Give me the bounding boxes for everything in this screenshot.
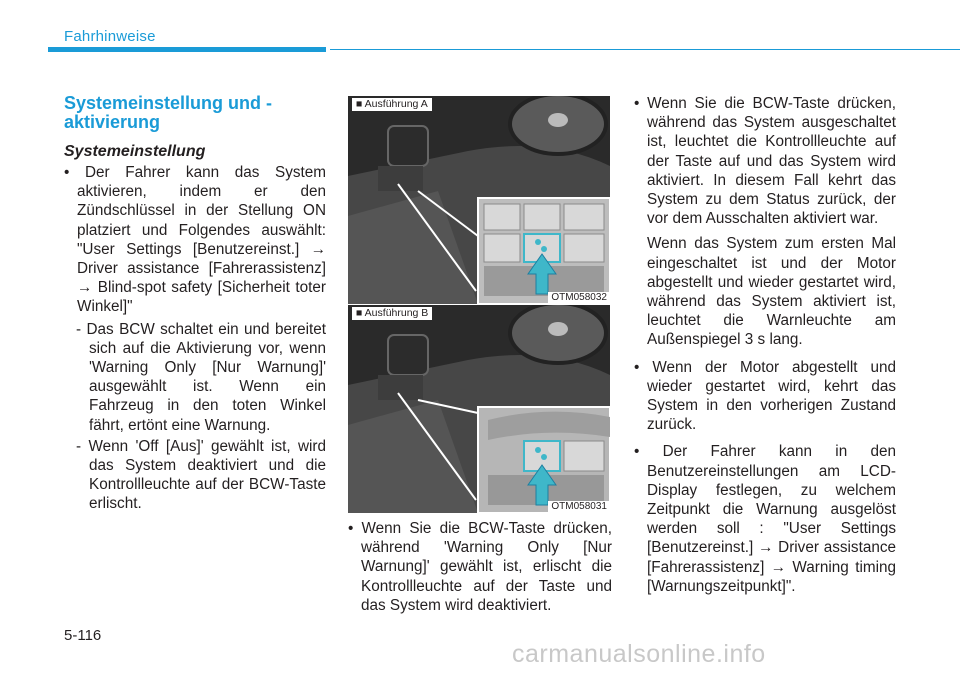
figure-code: OTM058032 (548, 292, 610, 304)
section-header: Fahrhinweise (64, 28, 156, 45)
bullet-continuation: Wenn das System zum ersten Mal eingeschaltet ist und der Motor abgestellt und wieder gestartet wird, während das System aktiviert ist, leuchtet die Warnleuchte am Außenspiegel 3 s lang. (647, 235, 896, 349)
figure-b (348, 305, 610, 513)
subsection-title: Systemeinstellung (64, 143, 206, 160)
dash-item: - Das BCW schaltet ein und bereitet sich auf die Aktivierung vor, wenn 'Warning Only [Nur Warnung]' ausgewählt ist. Wenn ein Fahrzeug in den toten Winkel fährt, ertönt eine Warnung. (76, 320, 326, 434)
bullet-item: • Wenn der Motor abgestellt und wieder gestartet wird, kehrt das System in den vorherigen Zustand zurück. (634, 358, 896, 434)
figure-code: OTM058031 (548, 501, 610, 513)
bullet-item: • Wenn Sie die BCW-Taste drücken, während das System ausgeschaltet ist, leuchtet die Kontrollleuchte auf der Taste auf und das System wird aktiviert. In diesem Fall kehrt das System zu dem Status zurück, der vor dem Ausschalten aktiviert war. (634, 95, 896, 228)
dash-item: - Wenn 'Off [Aus]' gewählt ist, wird das System deaktiviert und die Kontrollleuchte auf der BCW-Taste erlischt. (76, 437, 326, 513)
figure-variant-label: ■ Ausführung A (352, 98, 432, 111)
watermark: carmanualsonline.info (512, 640, 766, 668)
dashboard-illustration (348, 96, 610, 304)
dashboard-illustration (348, 305, 610, 513)
section-title: Systemeinstellung und -aktivierung (64, 93, 273, 132)
middle-column (348, 519, 612, 618)
right-column (634, 94, 896, 599)
bullet-item: • Der Fahrer kann das System aktivieren, indem er den Zündschlüssel in der Stellung ON platziert und Folgendes auswählt: "User Settings [Benutzereinst.] → Driver assistance [Fahrerassistenz] → Blind-spot safety [Sicherheit toter Winkel]" (64, 164, 326, 316)
figure-a (348, 96, 610, 304)
header-rule-thin (330, 49, 960, 50)
header-rule-thick (48, 47, 326, 52)
bullet-item: • Der Fahrer kann in den Benutzereinstellungen am LCD-Display festlegen, zu welchem Zeitpunkt die Warnung ausgelöst werden soll : "User Settings [Benutzereinst.] → Driver assistance [Fahrerassistenz] → Warning timing [Warnungszeitpunkt]". (634, 443, 896, 595)
figure-variant-label: ■ Ausführung B (352, 307, 432, 320)
page-number: 5-116 (64, 627, 102, 644)
left-column (64, 94, 326, 514)
bullet-item: • Wenn Sie die BCW-Taste drücken, während 'Warning Only [Nur Warnung]' gewählt ist, erlischt die Kontrollleuchte auf der Taste und das System wird deaktiviert. (348, 520, 612, 614)
